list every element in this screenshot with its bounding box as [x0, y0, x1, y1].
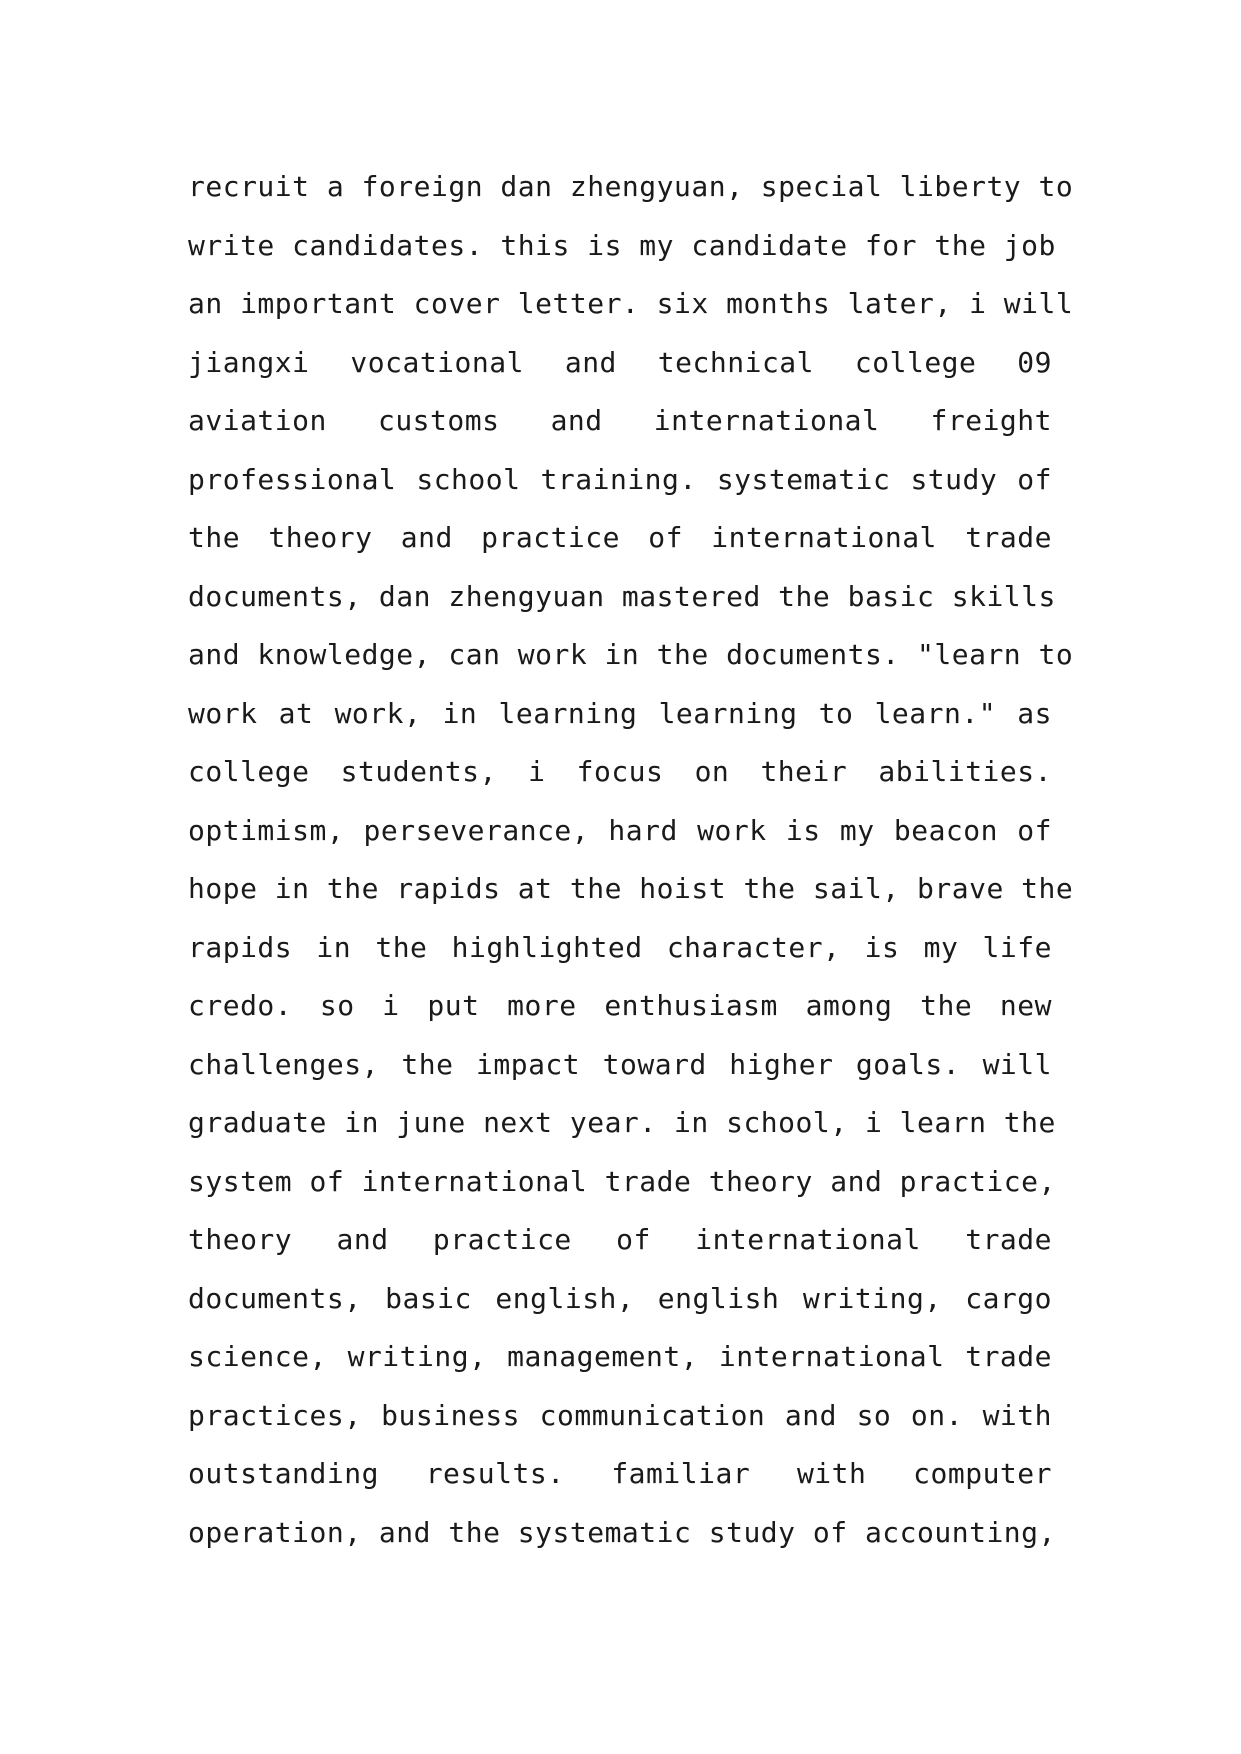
text-line: credo. so i put more enthusiasm among the new [188, 989, 1052, 1022]
text-line: outstanding results. familiar with computer [188, 1457, 1052, 1490]
text-line: graduate in june next year. in school, i learn the [188, 1106, 1056, 1139]
text-line: work at work, in learning learning to learn." as [188, 696, 1052, 730]
text-line: documents, dan zhengyuan mastered the basic skills [188, 579, 1056, 613]
text-line: write candidates. this is my candidate for the job [188, 228, 1056, 262]
text-line: the theory and practice of international trade [188, 521, 1052, 554]
text-line: hope in the rapids at the hoist the sail, brave the [188, 872, 1074, 905]
text-line: system of international trade theory and practice, [188, 1164, 1056, 1198]
text-line: science, writing, management, international trade [188, 1340, 1052, 1373]
text-line: aviation customs and international freight [188, 404, 1052, 437]
text-line: professional school training. systematic study of [188, 462, 1052, 496]
text-line: college students, i focus on their abilities. [188, 755, 1052, 788]
text-line: optimism, perseverance, hard work is my beacon of [188, 813, 1052, 847]
text-line: and knowledge, can work in the documents. "learn to [188, 638, 1074, 671]
text-line: recruit a foreign dan zhengyuan, special liberty to [188, 170, 1074, 203]
text-line: an important cover letter. six months later, i will [188, 287, 1074, 320]
text-line: operation, and the systematic study of accounting, [188, 1515, 1056, 1549]
text-line: challenges, the impact toward higher goals. will [188, 1047, 1052, 1081]
text-line: practices, business communication and so on. with [188, 1398, 1052, 1432]
text-line: documents, basic english, english writing, cargo [188, 1281, 1052, 1315]
text-line: theory and practice of international trade [188, 1223, 1052, 1256]
text-line: jiangxi vocational and technical college 09 [188, 345, 1052, 379]
body-text [188, 158, 1074, 1562]
text-line: rapids in the highlighted character, is my life [188, 930, 1052, 964]
